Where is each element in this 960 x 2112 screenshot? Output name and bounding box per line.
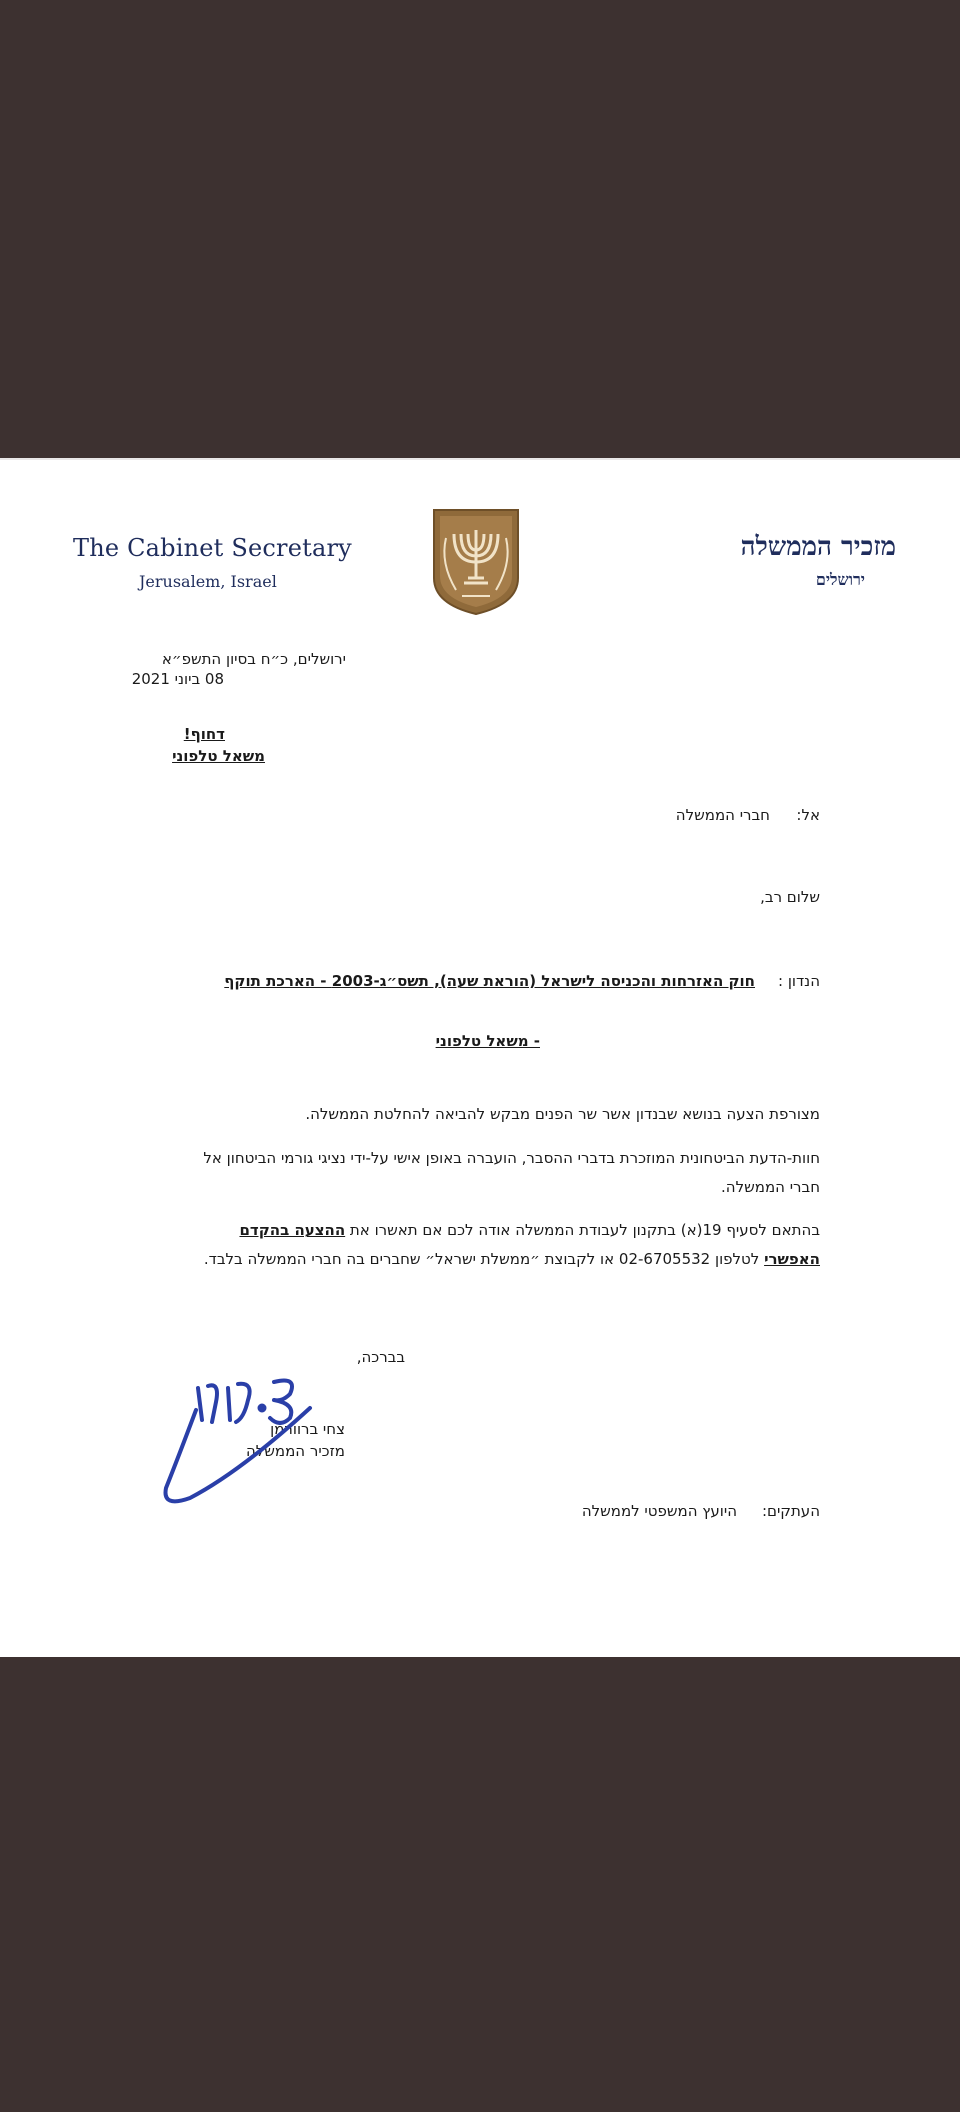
cc-label: העתקים:	[761, 1502, 820, 1520]
cc-value: היועץ המשפטי לממשלה	[581, 1502, 737, 1520]
hebrew-date: ירושלים, כ״ח בסיון התשפ״א	[161, 650, 346, 668]
letterhead-he-title: מזכיר הממשלה	[740, 532, 896, 562]
subject-value: חוק האזרחות והכניסה לישראל (הוראת שעה), תשס״ג-2003 - הארכת תוקף	[224, 972, 755, 990]
greeting: שלום רב,	[760, 888, 820, 906]
gregorian-date: 08 ביוני 2021	[131, 670, 224, 688]
phone-poll-label: משאל טלפוני	[172, 747, 265, 765]
body-paragraph-3	[200, 1216, 820, 1274]
letterhead-en-title: The Cabinet Secretary	[73, 534, 352, 562]
body-paragraph-2: חוות-הדעת הביטחונית המוזכרת בדברי ההסבר, הועברה באופן אישי על-ידי נציגי גורמי הביטחון אל חברי הממשלה.	[203, 1149, 820, 1196]
top-dark-band	[0, 0, 960, 458]
signer-role: מזכיר הממשלה	[245, 1442, 345, 1460]
body-paragraph-1: מצורפת הצעה בנושא שבנדון אשר שר הפנים מבקש להביאה להחלטת הממשלה.	[305, 1105, 820, 1123]
signer-name: צחי ברוורמן	[270, 1420, 345, 1438]
menorah-emblem-icon	[430, 508, 522, 616]
subject-line2: - משאל טלפוני	[435, 1032, 540, 1050]
body-paragraph-3-bold: ההצעה בהקדם האפשרי	[239, 1221, 820, 1268]
letterhead-en-subtitle: Jerusalem, Israel	[139, 572, 277, 591]
handwritten-signature	[150, 1348, 340, 1518]
letterhead-he-subtitle: ירושלים	[815, 570, 865, 589]
urgent-label: דחוף!	[183, 725, 225, 743]
body-paragraph-3-a: בהתאם לסעיף 19(א) בתקנון לעבודת הממשלה אודה לכם אם תאשרו את	[345, 1221, 820, 1239]
signoff-closing: בברכה,	[356, 1348, 405, 1366]
bottom-dark-band	[0, 1657, 960, 2112]
body-paragraph-3-b: לטלפון 02-6705532 או לקבוצת ״ממשלת ישראל״ שחברים בה חברי הממשלה בלבד.	[203, 1250, 765, 1268]
addressee-label: אל:	[796, 806, 820, 824]
subject-label: הנדון :	[778, 972, 820, 990]
letter-page	[0, 458, 960, 1659]
addressee-value: חברי הממשלה	[675, 806, 770, 824]
